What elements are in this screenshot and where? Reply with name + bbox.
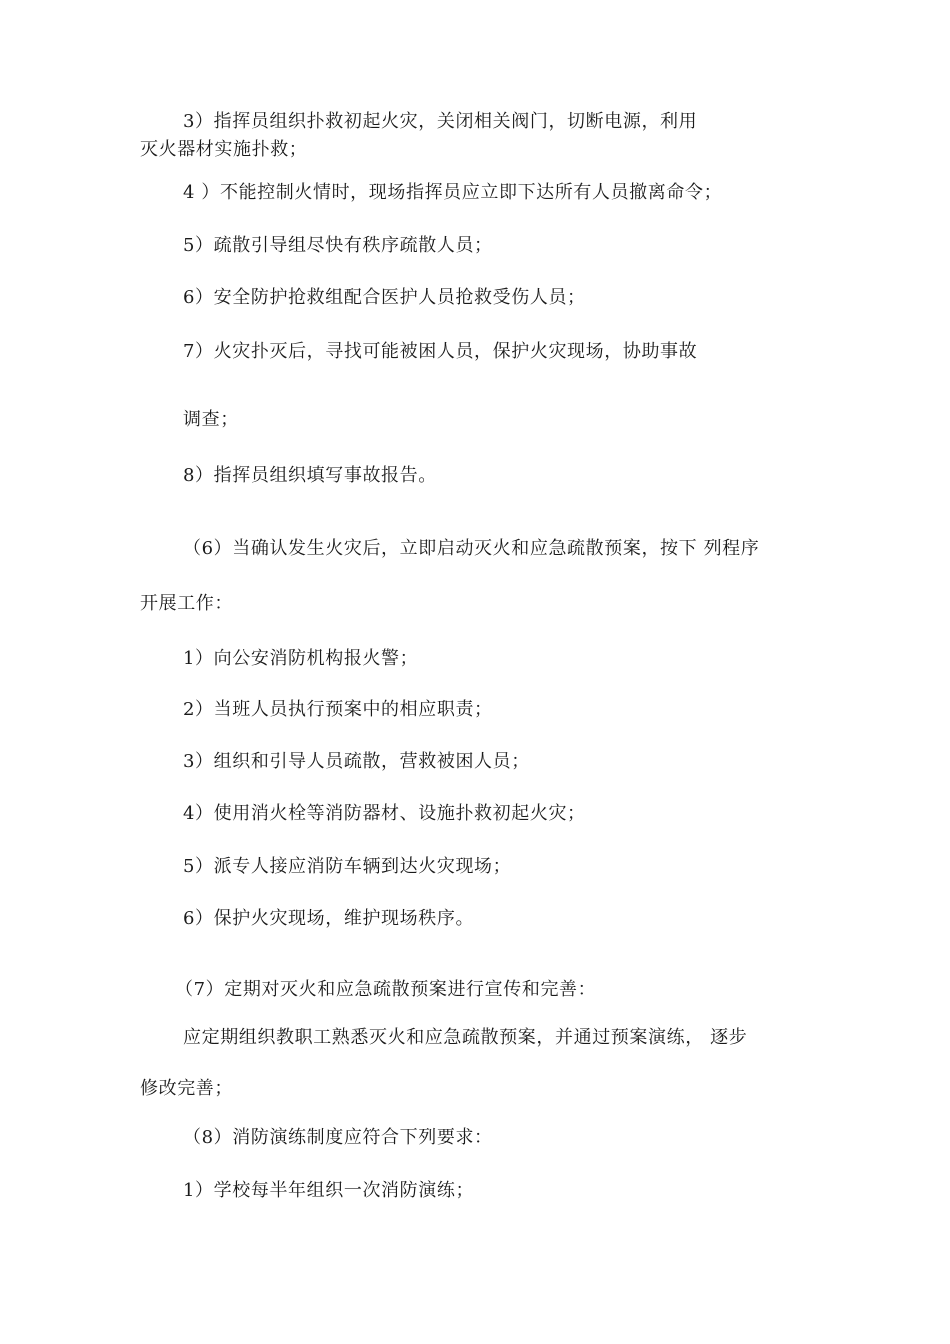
text-line-step-4: 4 ）不能控制火情时，现场指挥员应立即下达所有人员撤离命令；: [183, 182, 723, 203]
text-line-procedure-4: 4）使用消火栓等消防器材、设施扑救初起火灾；: [183, 803, 586, 824]
section-heading-6: （6）当确认发生火灾后，立即启动灭火和应急疏散预案，按下 列程序: [183, 538, 760, 559]
section-heading-6-cont: 开展工作：: [140, 593, 233, 614]
text-line-procedure-5: 5）派专人接应消防车辆到达火灾现场；: [183, 856, 512, 877]
text-line-step-6: 6）安全防护抢救组配合医护人员抢救受伤人员；: [183, 287, 586, 308]
text-line-section-7-cont: 修改完善；: [140, 1078, 233, 1099]
section-heading-7: （7）定期对灭火和应急疏散预案进行宣传和完善：: [175, 979, 597, 1000]
text-line-step-8: 8）指挥员组织填写事故报告。: [183, 465, 437, 486]
text-line-step-5: 5）疏散引导组尽快有秩序疏散人员；: [183, 235, 493, 256]
text-line-procedure-3: 3）组织和引导人员疏散，营救被困人员；: [183, 751, 530, 772]
text-line-step-7-cont: 调查；: [183, 409, 239, 430]
text-line-step-3-cont: 灭火器材实施扑救；: [140, 139, 308, 160]
text-line-step-7: 7）火灾扑灭后，寻找可能被困人员，保护火灾现场，协助事故: [183, 341, 698, 362]
text-line-section-7-body: 应定期组织教职工熟悉灭火和应急疏散预案，并通过预案演练， 逐步: [183, 1027, 748, 1048]
text-line-step-3: 3）指挥员组织扑救初起火灾，关闭相关阀门，切断电源，利用: [183, 111, 698, 132]
text-line-procedure-1: 1）向公安消防机构报火警；: [183, 648, 419, 669]
section-heading-8: （8）消防演练制度应符合下列要求：: [183, 1127, 493, 1148]
text-line-procedure-2: 2）当班人员执行预案中的相应职责；: [183, 699, 493, 720]
text-line-procedure-6: 6）保护火灾现场，维护现场秩序。: [183, 908, 475, 929]
text-line-requirement-1: 1）学校每半年组织一次消防演练；: [183, 1180, 475, 1201]
